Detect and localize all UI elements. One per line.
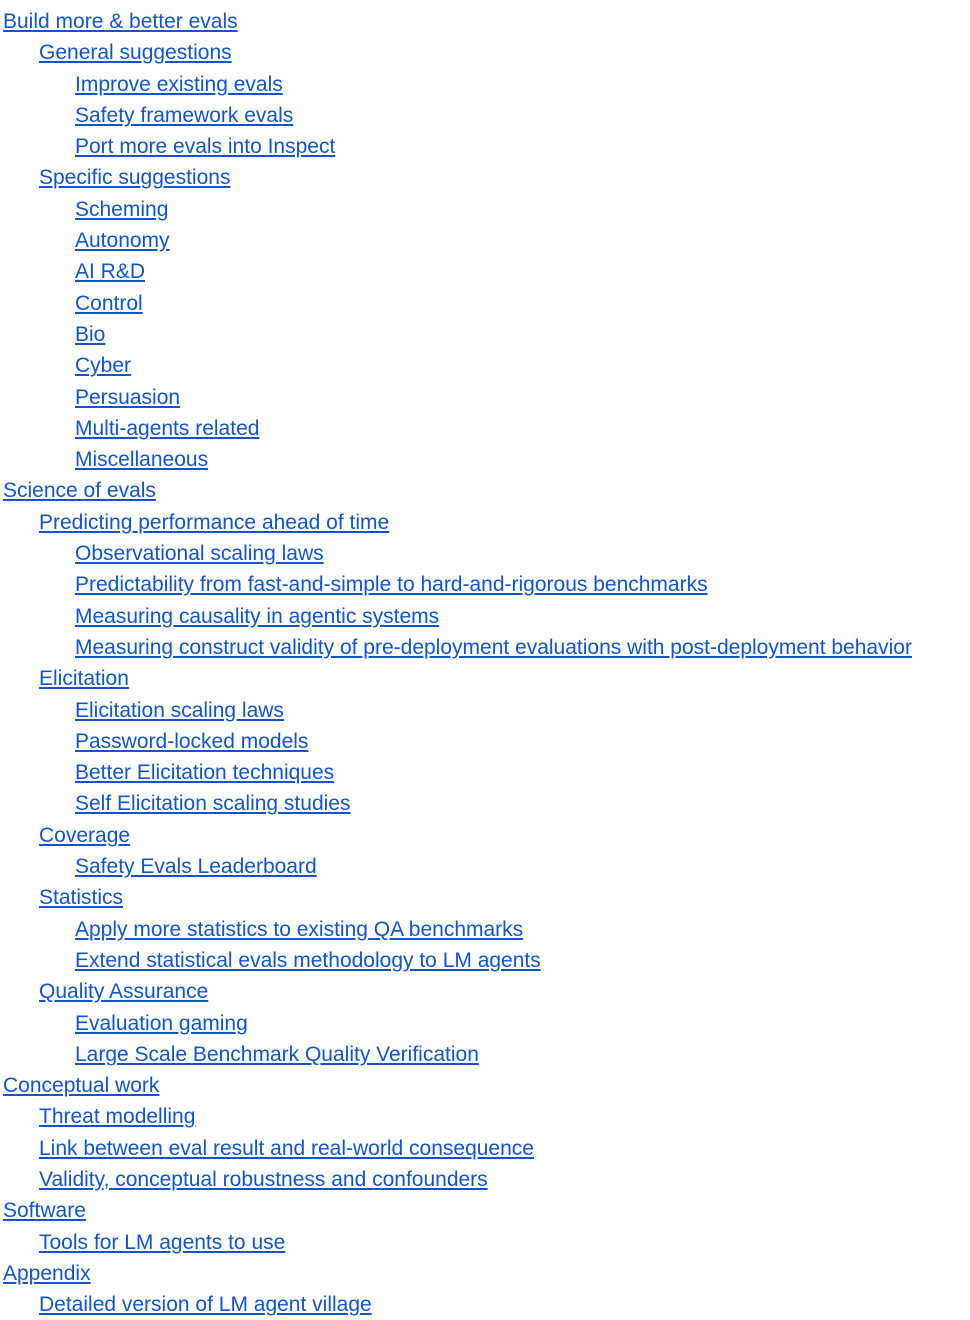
toc-entry-level-3 xyxy=(0,695,970,726)
toc-entry-level-2 xyxy=(0,1133,970,1164)
toc-link[interactable]: Cyber xyxy=(75,354,132,378)
toc-link[interactable]: General suggestions xyxy=(39,41,232,65)
toc-entry-level-2 xyxy=(0,820,970,851)
toc-link[interactable]: Evaluation gaming xyxy=(75,1011,248,1035)
toc-entry-level-3 xyxy=(0,851,970,882)
toc-entry-level-3 xyxy=(0,444,970,475)
toc-link[interactable]: Elicitation scaling laws xyxy=(75,698,284,722)
toc-entry-level-1 xyxy=(0,1258,970,1289)
toc-entry-level-2 xyxy=(0,162,970,193)
toc-entry-level-1 xyxy=(0,475,970,506)
toc-link[interactable]: AI R&D xyxy=(75,260,146,284)
toc-entry-level-2 xyxy=(0,37,970,68)
toc-entry-level-3 xyxy=(0,100,970,131)
toc-entry-level-3 xyxy=(0,288,970,319)
toc-entry-level-3 xyxy=(0,256,970,287)
toc-entry-level-3 xyxy=(0,788,970,819)
toc-link[interactable]: Quality Assurance xyxy=(39,980,209,1004)
toc-entry-level-3 xyxy=(0,914,970,945)
toc-link[interactable]: Software xyxy=(3,1199,86,1223)
toc-entry-level-1 xyxy=(0,6,970,37)
toc-entry-level-2 xyxy=(0,882,970,913)
toc-link[interactable]: Validity, conceptual robustness and confounders xyxy=(39,1167,488,1191)
toc-entry-level-3 xyxy=(0,1008,970,1039)
toc-entry-level-3 xyxy=(0,131,970,162)
toc-link[interactable]: Persuasion xyxy=(75,385,181,409)
toc-entry-level-3 xyxy=(0,538,970,569)
toc-link[interactable]: Statistics xyxy=(39,886,124,910)
toc-link[interactable]: Observational scaling laws xyxy=(75,542,324,566)
toc-link[interactable]: Safety Evals Leaderboard xyxy=(75,855,317,879)
toc-link[interactable]: Multi-agents related xyxy=(75,416,260,440)
toc-entry-level-3 xyxy=(0,726,970,757)
toc-link[interactable]: Scheming xyxy=(75,197,169,221)
toc-link[interactable]: Miscellaneous xyxy=(75,448,209,472)
toc-link[interactable]: Bio xyxy=(75,322,106,346)
toc-link[interactable]: Measuring causality in agentic systems xyxy=(75,604,440,628)
toc-entry-level-3 xyxy=(0,757,970,788)
toc-link[interactable]: Threat modelling xyxy=(39,1105,196,1129)
toc-entry-level-2 xyxy=(0,663,970,694)
toc-link[interactable]: Control xyxy=(75,291,143,315)
toc-entry-level-2 xyxy=(0,1164,970,1195)
toc-link[interactable]: Specific suggestions xyxy=(39,166,231,190)
toc-entry-level-3 xyxy=(0,69,970,100)
toc-entry-level-3 xyxy=(0,382,970,413)
toc-entry-level-2 xyxy=(0,1289,970,1320)
toc-link[interactable]: Detailed version of LM agent village xyxy=(39,1293,372,1317)
toc-entry-level-3 xyxy=(0,319,970,350)
toc-link[interactable]: Autonomy xyxy=(75,229,170,253)
toc-link[interactable]: Apply more statistics to existing QA benchmarks xyxy=(75,917,524,941)
toc-entry-level-3 xyxy=(0,225,970,256)
toc-entry-level-3 xyxy=(0,350,970,381)
toc-link[interactable]: Port more evals into Inspect xyxy=(75,135,336,159)
toc-entry-level-1 xyxy=(0,1070,970,1101)
toc-entry-level-3 xyxy=(0,601,970,632)
toc-link[interactable]: Tools for LM agents to use xyxy=(39,1230,286,1254)
toc-entry-level-2 xyxy=(0,507,970,538)
toc-entry-level-3 xyxy=(0,413,970,444)
toc-entry-level-3 xyxy=(0,632,970,663)
toc-link[interactable]: Appendix xyxy=(3,1261,91,1285)
toc-entry-level-3 xyxy=(0,945,970,976)
toc-link[interactable]: Better Elicitation techniques xyxy=(75,761,335,785)
toc-link[interactable]: Link between eval result and real-world consequence xyxy=(39,1136,534,1160)
toc-link[interactable]: Predicting performance ahead of time xyxy=(39,510,390,534)
toc-link[interactable]: Improve existing evals xyxy=(75,72,283,96)
toc-link[interactable]: Build more & better evals xyxy=(3,10,238,33)
toc-link[interactable]: Self Elicitation scaling studies xyxy=(75,792,351,816)
toc-link[interactable]: Password-locked models xyxy=(75,729,309,753)
toc-link[interactable]: Large Scale Benchmark Quality Verification xyxy=(75,1042,479,1066)
toc-link[interactable]: Safety framework evals xyxy=(75,103,294,127)
toc-entry-level-3 xyxy=(0,194,970,225)
toc-entry-level-2 xyxy=(0,1227,970,1258)
toc-link[interactable]: Extend statistical evals methodology to LM agents xyxy=(75,948,541,972)
toc-entry-level-3 xyxy=(0,1039,970,1070)
toc-link[interactable]: Predictability from fast-and-simple to hard-and-rigorous benchmarks xyxy=(75,573,708,597)
toc-link[interactable]: Measuring construct validity of pre-deployment evaluations with post-deployment behavior xyxy=(75,635,912,659)
toc-link[interactable]: Science of evals xyxy=(3,479,156,503)
toc-entry-level-3 xyxy=(0,569,970,600)
toc-entry-level-2 xyxy=(0,976,970,1007)
toc-entry-level-1 xyxy=(0,1195,970,1226)
toc-entry-level-2 xyxy=(0,1101,970,1132)
toc-link[interactable]: Elicitation xyxy=(39,667,129,691)
toc-link[interactable]: Coverage xyxy=(39,823,131,847)
toc-link[interactable]: Conceptual work xyxy=(3,1074,160,1098)
